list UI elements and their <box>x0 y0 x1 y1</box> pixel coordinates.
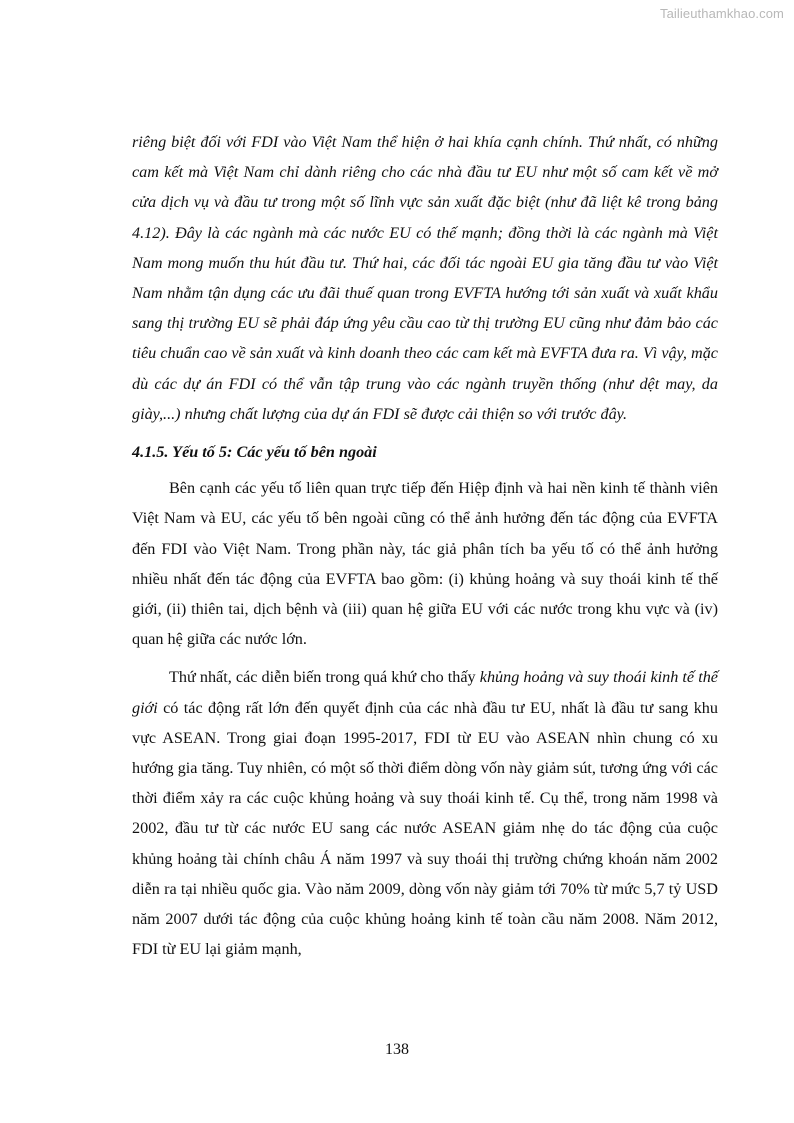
body-paragraph-2 <box>132 662 718 964</box>
watermark: Tailieuthamkhao.com <box>659 6 784 21</box>
paragraph-2-after: có tác động rất lớn đến quyết định của các nhà đầu tư EU, nhất là đầu tư sang khu vực ASEAN. Trong giai đoạn 1995-2017, FDI từ EU vào ASEAN nhìn chung có xu hướng gia tăng. Tuy nhiên, có một số thời điểm dòng vốn này giảm sút, tương ứng với các thời điểm xảy ra các cuộc khủng hoảng và suy thoái kinh tế. Cụ thể, trong năm 1998 và 2002, đầu tư từ các nước EU sang các nước ASEAN giảm nhẹ do tác động của cuộc khủng hoảng tài chính châu Á năm 1997 và suy thoái thị trường chứng khoán năm 2002 diễn ra tại nhiều quốc gia. Vào năm 2009, dòng vốn này giảm tới 70% từ mức 5,7 tỷ USD năm 2007 dưới tác động của cuộc khủng hoảng kinh tế toàn cầu năm 2008. Năm 2012, FDI từ EU lại giảm mạnh, <box>132 698 718 959</box>
paragraph-2-emphasis: khủng hoảng và suy thoái kinh tế thế giới <box>132 668 718 717</box>
page-number: 138 <box>385 1041 409 1058</box>
section-heading: 4.1.5. Yếu tố 5: Các yếu tố bên ngoài <box>132 443 377 462</box>
page-content <box>132 127 718 972</box>
paragraph-2-before: Thứ nhất, các diễn biến trong quá khứ cho thấy <box>169 668 480 687</box>
italic-paragraph: riêng biệt đối với FDI vào Việt Nam thể hiện ở hai khía cạnh chính. Thứ nhất, có những cam kết mà Việt Nam chỉ dành riêng cho các nhà đầu tư EU như một số cam kết về mở cửa dịch vụ và đầu tư trong một số lĩnh vực sản xuất đặc biệt (như đã liệt kê trong bảng 4.12). Đây là các ngành mà các nước EU có thế mạnh; đồng thời là các ngành mà Việt Nam mong muốn thu hút đầu tư. Thứ hai, các đối tác ngoài EU gia tăng đầu tư vào Việt Nam nhằm tận dụng các ưu đãi thuế quan trong EVFTA hướng tới sản xuất và xuất khẩu sang thị trường EU sẽ phải đáp ứng yêu cầu cao từ thị trường EU cũng như đảm bảo các tiêu chuẩn cao về sản xuất và kinh doanh theo các cam kết mà EVFTA đưa ra. Vì vậy, mặc dù các dự án FDI có thể vẫn tập trung vào các ngành truyền thống (như dệt may, da giày,...) nhưng chất lượng của dự án FDI sẽ được cải thiện so với trước đây. <box>132 133 718 423</box>
body-paragraph-1: Bên cạnh các yếu tố liên quan trực tiếp đến Hiệp định và hai nền kinh tế thành viên Việt Nam và EU, các yếu tố bên ngoài cũng có thể ảnh hưởng đến tác động của EVFTA đến FDI vào Việt Nam. Trong phần này, tác giả phân tích ba yếu tố có thể ảnh hưởng nhiều nhất đến tác động của EVFTA bao gồm: (i) khủng hoảng và suy thoái kinh tế thế giới, (ii) thiên tai, dịch bệnh và (iii) quan hệ giữa EU với các nước trong khu vực và (iv) quan hệ giữa các nước lớn. <box>132 479 718 649</box>
